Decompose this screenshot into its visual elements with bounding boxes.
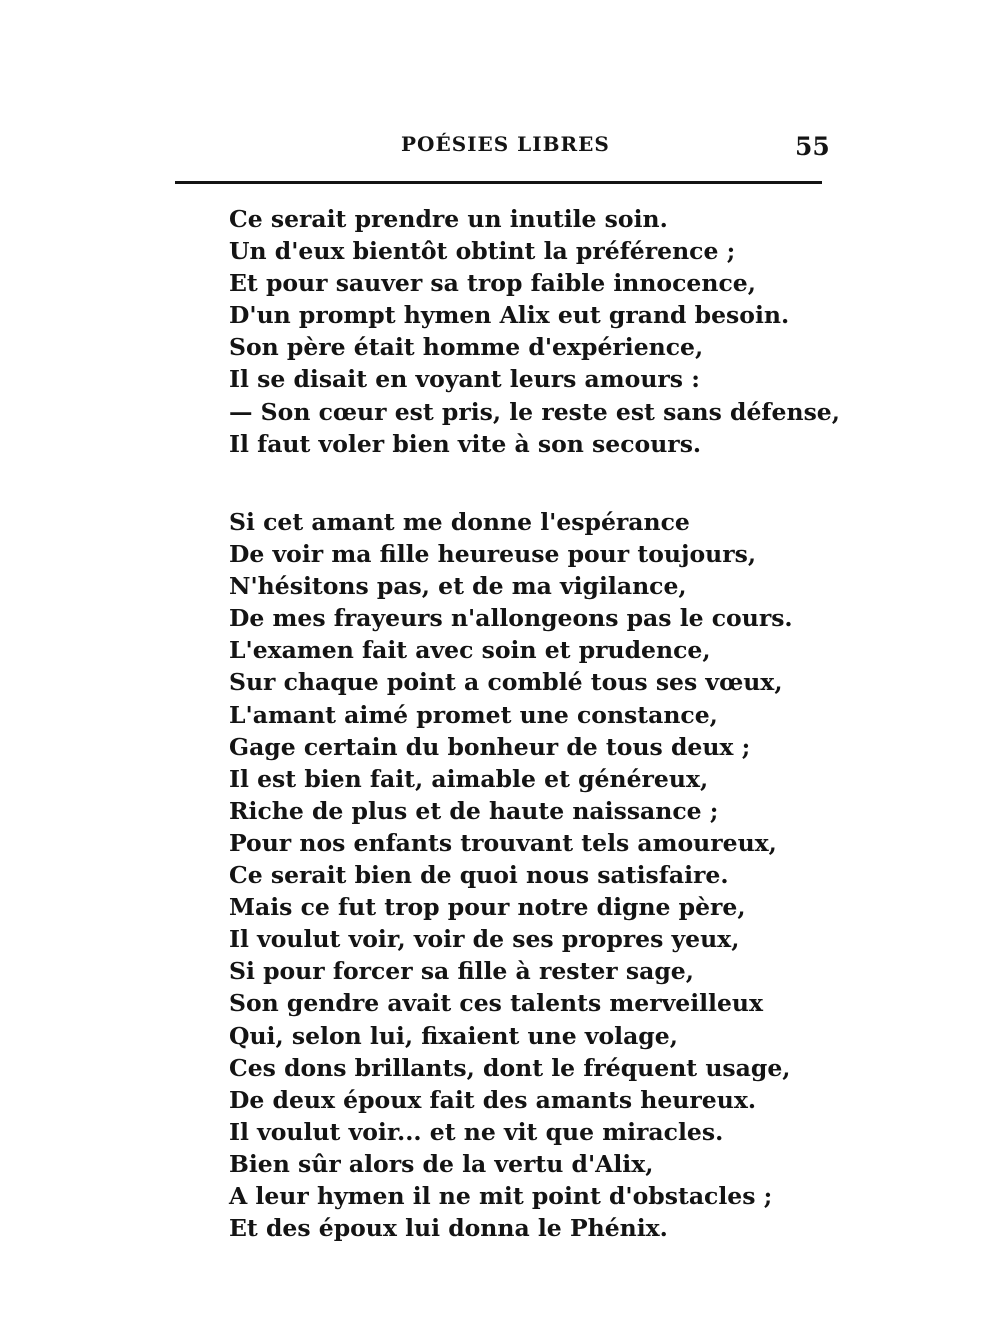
verse-line: Si pour forcer sa fille à rester sage, — [229, 957, 694, 986]
verse-line: De deux époux fait des amants heureux. — [229, 1085, 757, 1114]
verse-line: Ces dons brillants, dont le fréquent usage, — [229, 1053, 791, 1082]
page-number: 55 — [795, 132, 830, 161]
verse-line: Son père était homme d'expérience, — [229, 333, 704, 362]
verse-line: Si cet amant me donne l'espérance — [229, 508, 690, 536]
stanza-2 — [229, 506, 793, 1244]
verse-line: Et des époux lui donna le Phénix. — [229, 1214, 668, 1243]
verse-line: Son gendre avait ces talents merveilleux — [229, 989, 764, 1018]
verse-line: A leur hymen il ne mit point d'obstacles ; — [229, 1181, 773, 1210]
verse-line: Pour nos enfants trouvant tels amoureux, — [229, 828, 777, 857]
verse-line: Ce serait bien de quoi nous satisfaire. — [229, 861, 729, 890]
verse-line: Il voulut voir... et ne vit que miracles. — [229, 1117, 724, 1146]
running-title: POÉSIES LIBRES — [401, 132, 610, 156]
header-rule — [175, 181, 822, 184]
verse-line: Mais ce fut trop pour notre digne père, — [229, 893, 746, 922]
verse-line: Qui, selon lui, fixaient une volage, — [229, 1021, 678, 1050]
verse-line: Il est bien fait, aimable et généreux, — [229, 764, 709, 793]
verse-line: Ce serait prendre un inutile soin. — [229, 205, 668, 233]
verse-line: De voir ma fille heureuse pour toujours, — [229, 540, 757, 569]
verse-line: D'un prompt hymen Alix eut grand besoin. — [229, 301, 790, 330]
verse-line: Il voulut voir, voir de ses propres yeux, — [229, 925, 740, 954]
verse-line: L'amant aimé promet une constance, — [229, 700, 718, 729]
verse-line: Bien sûr alors de la vertu d'Alix, — [229, 1149, 654, 1178]
verse-line: Il faut voler bien vite à son secours. — [229, 429, 702, 458]
verse-line: Un d'eux bientôt obtint la préférence ; — [229, 237, 736, 266]
verse-line: De mes frayeurs n'allongeons pas le cours. — [229, 604, 793, 633]
verse-line: Il se disait en voyant leurs amours : — [229, 365, 700, 394]
verse-line: Gage certain du bonheur de tous deux ; — [229, 732, 751, 761]
verse-line: Et pour sauver sa trop faible innocence, — [229, 269, 756, 298]
verse-line: N'hésitons pas, et de ma vigilance, — [229, 572, 687, 601]
verse-line: L'examen fait avec soin et prudence, — [229, 636, 711, 665]
verse-line: — Son cœur est pris, le reste est sans défense, — [229, 397, 840, 426]
stanza-1 — [229, 203, 840, 460]
verse-line: Sur chaque point a comblé tous ses vœux, — [229, 668, 783, 697]
verse-line: Riche de plus et de haute naissance ; — [229, 796, 719, 825]
